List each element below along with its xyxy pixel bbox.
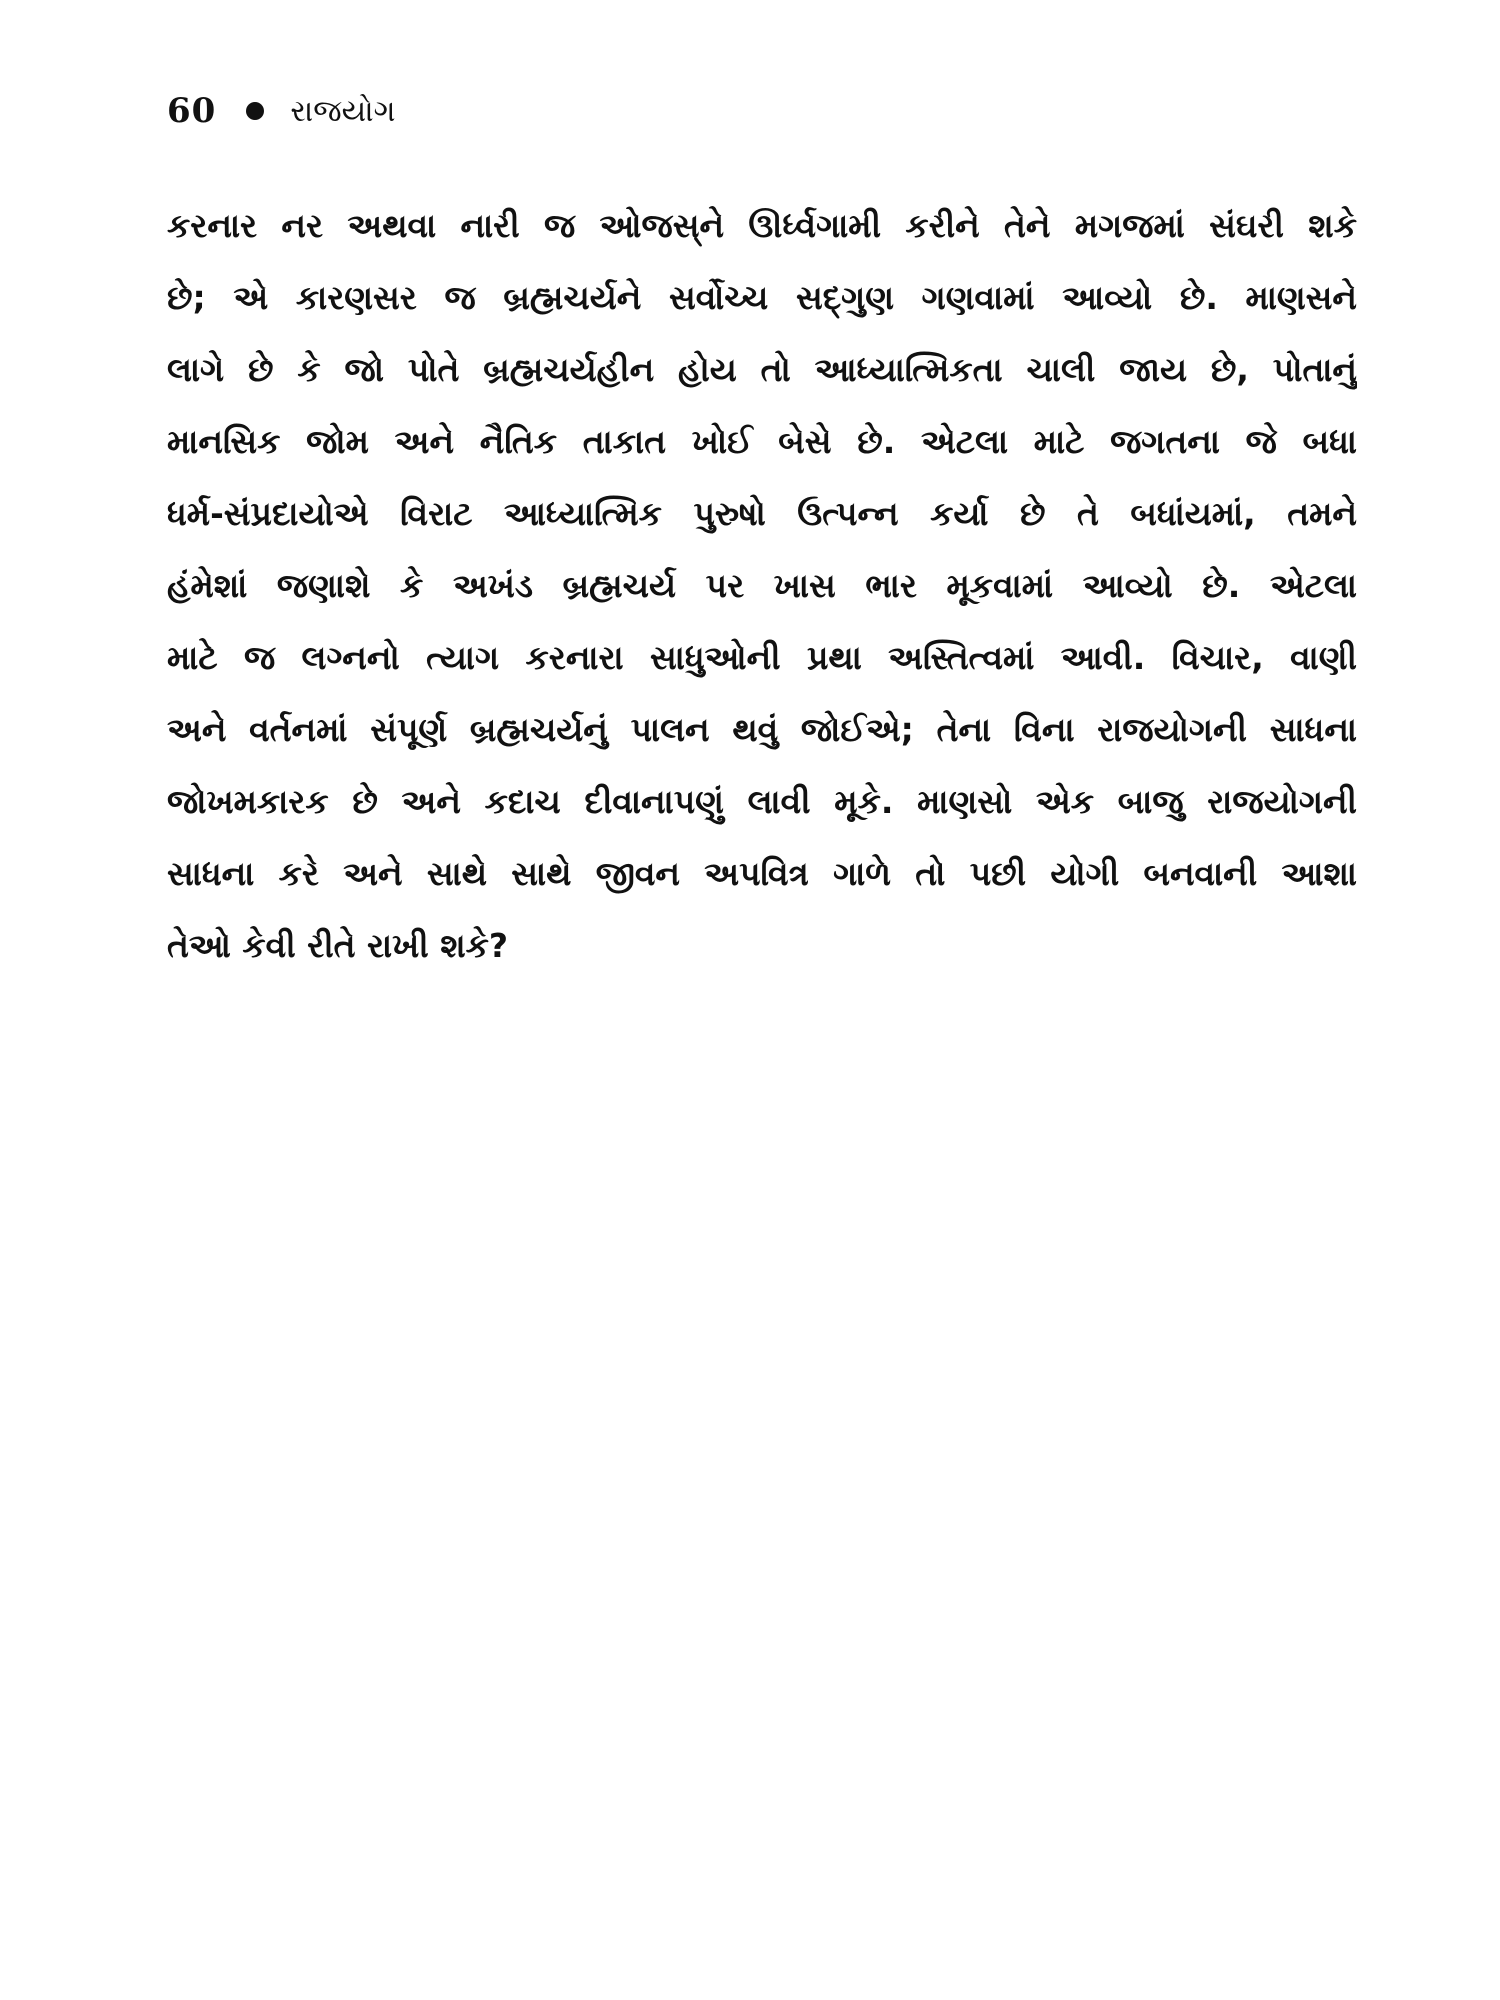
- text-line: ધર્મ-સંપ્રદાયોએ વિરાટ આધ્યાત્મિક પુરુષો ઉત્પન્ન કર્યા છે તે બધાંયમાં, તમને: [167, 494, 1357, 533]
- running-header: [167, 86, 396, 136]
- text-line: કરનાર નર અથવા નારી જ ઓજસ્‌ને ઊર્ધ્વગામી કરીને તેને મગજમાં સંઘરી શકે: [167, 206, 1357, 245]
- text-line: સાધના કરે અને સાથે સાથે જીવન અપવિત્ર ગાળે તો પછી યોગી બનવાની આશા: [167, 854, 1357, 893]
- text-line: હંમેશાં જણાશે કે અખંડ બ્રહ્મચર્ય પર ખાસ ભાર મૂકવામાં આવ્યો છે. એટલા: [167, 566, 1357, 605]
- text-line: જોખમકારક છે અને કદાચ દીવાનાપણું લાવી મૂકે. માણસો એક બાજુ રાજયોગની: [167, 782, 1357, 821]
- page-number: 60: [167, 91, 217, 131]
- header-bullet-separator: [246, 102, 264, 120]
- book-title: રાજયોગ: [290, 93, 396, 129]
- text-line: અને વર્તનમાં સંપૂર્ણ બ્રહ્મચર્યનું પાલન થવું જોઈએ; તેના વિના રાજયોગની સાધના: [167, 710, 1357, 749]
- text-line: લાગે છે કે જો પોતે બ્રહ્મચર્યહીન હોય તો આધ્યાત્મિકતા ચાલી જાય છે, પોતાનું: [167, 350, 1357, 389]
- body-paragraph: [167, 190, 1357, 982]
- text-line: માટે જ લગ્નનો ત્યાગ કરનારા સાધુઓની પ્રથા અસ્તિત્વમાં આવી. વિચાર, વાણી: [167, 638, 1357, 677]
- text-line: છે; એ કારણસર જ બ્રહ્મચર્યને સર્વોચ્ચ સદ્ગુણ ગણવામાં આવ્યો છે. માણસને: [167, 278, 1357, 317]
- text-line: તેઓ કેવી રીતે રાખી શકે?: [167, 926, 509, 965]
- text-line: માનસિક જોમ અને નૈતિક તાકાત ખોઈ બેસે છે. એટલા માટે જગતના જે બધા: [167, 422, 1357, 461]
